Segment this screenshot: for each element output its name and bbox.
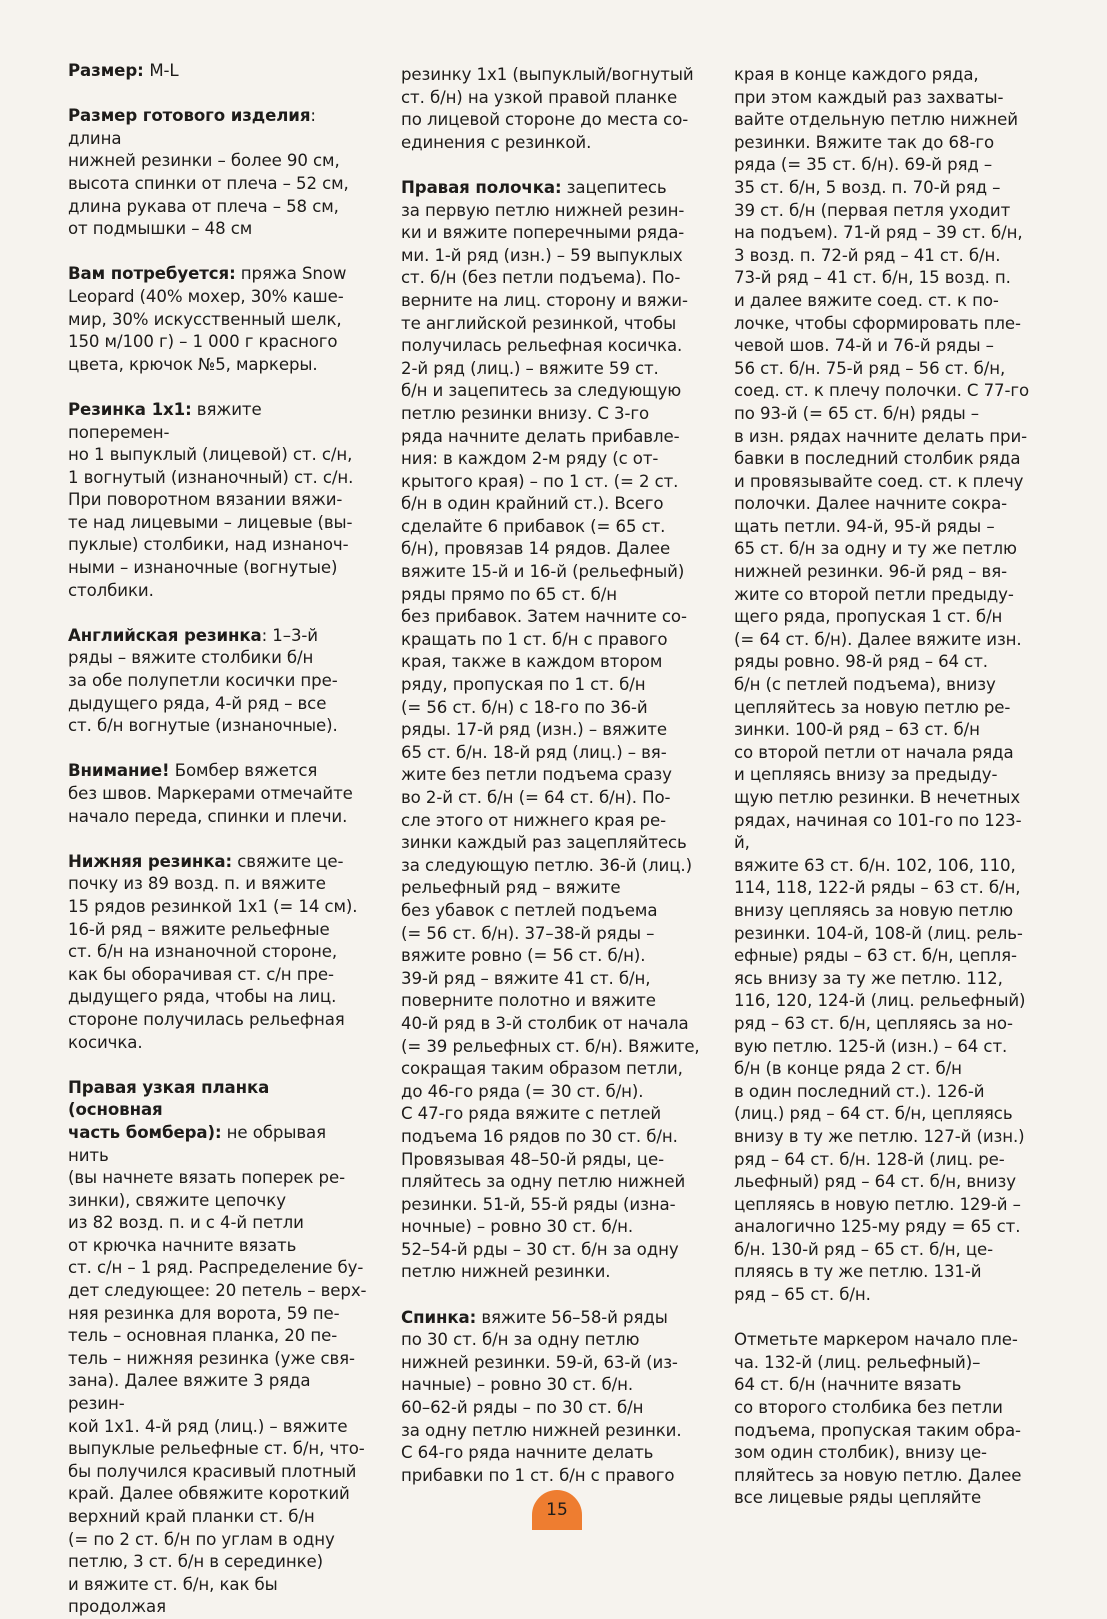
paragraph-size: [68, 60, 368, 83]
text-finished-size: : длина нижней резинки – более 90 см, высота спинки от плеча – 52 см, длина рукава от плеча – 58 см, от подмышки – 48 см: [68, 106, 349, 239]
paragraph-english-rib: [68, 625, 368, 738]
column-right: [734, 64, 1034, 1510]
paragraph-back: [401, 1307, 703, 1488]
paragraph-back-continued: [734, 64, 1034, 1307]
text-bottom-rib: свяжите це- почку из 89 возд. п. и вяжите 15 рядов резинкой 1х1 (= 14 см). 16-й ряд – вяжите рельефные ст. б/н на изнаночной стороне, как бы оборачивая ст. с/н пре- дыдущего ряда, чтобы на лиц. стороне получилась рельефная косичка.: [68, 851, 358, 1052]
heading-finished-size: Размер готового изделия: [68, 106, 311, 126]
paragraph-right-front: [401, 177, 703, 1284]
text-back-continued: края в конце каждого ряда, при этом каждый раз захваты- вайте отдельную петлю нижней резинки. Вяжите так до 68-го ряда (= 35 ст. б/н). 69-й ряд – 35 ст. б/н, 5 возд. п. 70-й ряд – 39 ст. б/н (первая петля уходит на подъем). 71-й ряд – 39 ст. б/н, 3 возд. п. 72-й ряд – 41 ст. б/н. 73-й ряд – 41 ст. б/н, 15 возд. п. и далее вяжите соед. ст. к по- лочке, чтобы сформировать пле- чевой шов. 74-й и 76-й ряды – 56 ст. б/н. 75-й ряд – 56 ст. б/н, соед. ст. к плечу полочки. С 77-го по 93-й (= 65 ст. б/н) ряды – в изн. рядах начните делать при- бавки в последний столбик ряда и провязывайте соед. ст. к плечу полочки. Далее начните сокра- щать петли. 94-й, 95-й ряды – 65 ст. б/н за одну и ту же петлю нижней резинки. 96-й ряд – вя- жите со второй петли предыду- щего ряда, пропуская 1 ст. б/н (= 64 ст. б/н). Далее вяжите изн. ряды ровно. 98-й ряд – 64 ст. б/н (с петлей подъема), внизу цепляйтесь за новую петлю ре- зинки. 100-й ряд – 63 ст. б/н со второй петли от начала ряда и цепляясь внизу за предыду- щую петлю резинки. В нечетных рядах, начиная со 101-го по 123-й, вяжите 63 ст. б/н. 102, 106, 110, 114, 118, 122-й ряды – 63 ст. б/н, внизу цепляясь за новую петлю резинки. 104-й, 108-й (лиц. рель- ефные) ряды – 63 ст. б/н, цепля- ясь внизу за ту же петлю. 112, 116, 120, 124-й (лиц. рельефный) ряд – 63 ст. б/н, цепляясь за но- вую петлю. 125-й (изн.) – 64 ст. б/н (в конце ряда 2 ст. б/н в один последний ст.). 126-й (лиц.) ряд – 64 ст. б/н, цепляясь внизу в ту же петлю. 127-й (изн.) ряд – 64 ст. б/н. 128-й (лиц. ре- льефный) ряд – 64 ст. б/н, внизу цепляясь в новую петлю. 129-й – аналогично 125-му ряду = 65 ст. б/н. 130-й ряд – 65 ст. б/н, це- пляясь в ту же петлю. 131-й ряд – 65 ст. б/н.: [734, 65, 1030, 1305]
paragraph-materials: [68, 263, 368, 376]
text-right-placket: не обрывая нить (вы начнете вязать поперек ре- зинки), свяжите цепочку из 82 возд. п. и с 4-й петли от крючка начните вязать ст. с/н – 1 ряд. Распределение бу- дет следующее: 20 петель – верх- няя резинка для ворота, 59 пе- тель – основная планка, 20 пе- тель – нижняя резинка (уже свя- зана). Далее вяжите 3 ряда резин- кой 1х1. 4-й ряд (лиц.) – вяжите выпуклые рельефные ст. б/н, что- бы получился красивый плотный край. Далее обвяжите короткий верхний край планки ст. б/н (= по 2 ст. б/н по углам в одну петлю, 3 ст. б/н в серединке) и вяжите ст. б/н, как бы продолжая: [68, 1122, 367, 1617]
text-attention: Бомбер вяжется без швов. Маркерами отмечайте начало переда, спинки и плечи.: [68, 761, 353, 826]
paragraph-rib-1x1: [68, 399, 368, 602]
heading-size: Размер:: [68, 61, 150, 80]
heading-right-front: Правая полочка:: [401, 177, 562, 197]
paragraph-finished-size: [68, 105, 368, 241]
heading-materials: Вам потребуется:: [68, 264, 236, 284]
column-middle: [401, 64, 703, 1487]
paragraph-shoulder: [734, 1329, 1034, 1510]
paragraph-right-placket: [68, 1077, 368, 1619]
page-number: 15: [532, 1490, 582, 1530]
text-size: M-L: [149, 61, 179, 80]
heading-right-placket: Правая узкая планка (основная часть бомбера):: [68, 1077, 270, 1142]
heading-back: Спинка:: [401, 1307, 477, 1327]
paragraph-placket-continued: [401, 64, 703, 154]
text-right-front: зацепитесь за первую петлю нижней резин- ки и вяжите поперечными ряда- ми. 1-й ряд (изн.) – 59 выпуклых ст. б/н (без петли подъема). По- верните на лиц. сторону и вяжи- те английской резинкой, чтобы получилась рельефная косичка. 2-й ряд (лиц.) – вяжите 59 ст. б/н и зацепитесь за следующую петлю резинки внизу. С 3-го ряда начните делать прибавле- ния: в каждом 2-м ряду (с от- крытого края) – по 1 ст. (= 2 ст. б/н в один крайний ст.). Всего сделайте 6 прибавок (= 65 ст. б/н), провязав 14 рядов. Далее вяжите 15-й и 16-й (рельефный) ряды прямо по 65 ст. б/н без прибавок. Затем начните со- кращать по 1 ст. б/н с правого края, также в каждом втором ряду, пропуская по 1 ст. б/н (= 56 ст. б/н) с 18-го по 36-й ряды. 17-й ряд (изн.) – вяжите 65 ст. б/н. 18-й ряд (лиц.) – вя- жите без петли подъема сразу во 2-й ст. б/н (= 64 ст. б/н). По- сле этого от нижнего края ре- зинки каждый раз зацепляйтесь за следующую петлю. 36-й (лиц.) рельефный ряд – вяжите без убавок с петлей подъема (= 56 ст. б/н). 37–38-й ряды – вяжите ровно (= 56 ст. б/н). 39-й ряд – вяжите 41 ст. б/н, поверните полотно и вяжите 40-й ряд в 3-й столбик от начала (= 39 рельефных ст. б/н). Вяжите, сокращая таким образом петли, до 46-го ряда (= 30 ст. б/н). С 47-го ряда вяжите с петлей подъема 16 рядов по 30 ст. б/н. Провязывая 48–50-й ряды, це- пляйтесь за одну петлю нижней резинки. 51-й, 55-й ряды (изна- ночные) – ровно 30 ст. б/н. 52–54-й рды – 30 ст. б/н за одну петлю нижней резинки.: [401, 177, 700, 1282]
heading-english-rib: Английская резинка: [68, 625, 262, 645]
heading-rib-1x1: Резинка 1х1:: [68, 399, 192, 419]
text-rib-1x1: вяжите поперемен- но 1 выпуклый (лицевой) ст. с/н, 1 вогнутый (изнаночный) ст. с/н. При поворотном вязании вяжи- те над лицевыми – лицевые (вы- пуклые) столбики, над изнаноч- ными – изнаночные (вогнутые) столбики.: [68, 399, 354, 600]
column-left: [68, 60, 368, 1619]
text-placket-continued: резинку 1х1 (выпуклый/вогнутый ст. б/н) на узкой правой планке по лицевой стороне до места со- единения с резинкой.: [401, 65, 694, 152]
text-shoulder: Отметьте маркером начало пле- ча. 132-й (лиц. рельефный)– 64 ст. б/н (начните вязать со второго столбика без петли подъема, пропуская таким обра- зом один столбик), внизу це- пляйтесь за новую петлю. Далее все лицевые ряды цепляйте: [734, 1330, 1022, 1508]
paragraph-bottom-rib: [68, 851, 368, 1054]
text-materials: пряжа Snow Leopard (40% мохер, 30% каше- мир, 30% искусственный шелк, 150 м/100 г) – 1 000 г красного цвета, крючок №5, маркеры.: [68, 264, 347, 374]
text-back: вяжите 56–58-й ряды по 30 ст. б/н за одну петлю нижней резинки. 59-й, 63-й (из- начные) – ровно 30 ст. б/н. 60–62-й ряды – по 30 ст. б/н за одну петлю нижней резинки. С 64-го ряда начните делать прибавки по 1 ст. б/н с правого: [401, 1307, 682, 1485]
heading-attention: Внимание!: [68, 761, 170, 781]
text-english-rib: : 1–3-й ряды – вяжите столбики б/н за обе полупетли косички пре- дыдущего ряда, 4-й ряд – все ст. б/н вогнутые (изнаночные).: [68, 625, 338, 736]
heading-bottom-rib: Нижняя резинка:: [68, 851, 233, 871]
paragraph-attention: [68, 760, 368, 828]
